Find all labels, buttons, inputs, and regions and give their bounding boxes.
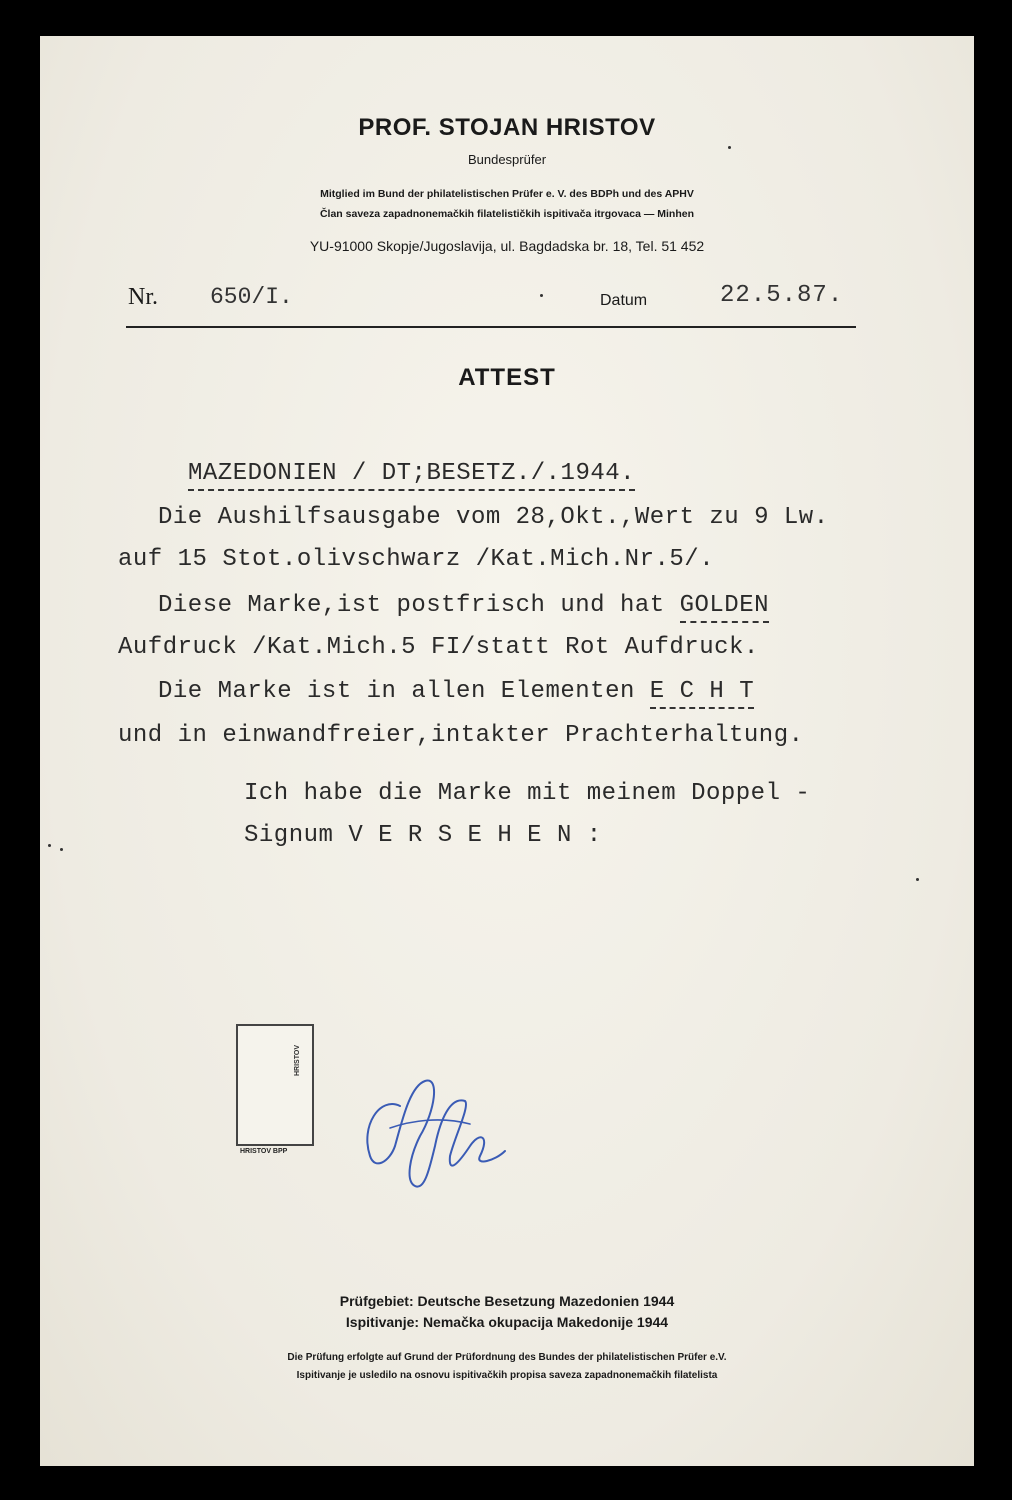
footer-scope-german: Prüfgebiet: Deutsche Besetzung Mazedonien 1944 [339, 1293, 675, 1309]
issue-heading-text: MAZEDONIEN / DT;BESETZ./.1944. [188, 460, 635, 491]
paper-speck [48, 844, 51, 847]
body-line-9: Signum V E R S E H E N : [244, 822, 602, 849]
seal-label: HRISTOV BPP [240, 1148, 288, 1155]
document-title: ATTEST [458, 364, 556, 391]
body-line-4-text: Diese Marke,ist postfrisch und hat [158, 592, 680, 619]
paper-speck [60, 848, 63, 851]
body-line-7: und in einwandfreier,intakter Prachterhaltung. [118, 722, 804, 749]
footer-rules-yugoslav: Ispitivanje je usledilo na osnovu ispitivačkih propisa saveza zapadnonemačkih filatelista [296, 1370, 718, 1381]
membership-german: Mitglied im Bund der philatelistischen Prüfer e. V. des BDPh und des APHV [320, 188, 694, 200]
date-value: 22.5.87. [720, 282, 844, 309]
number-value: 650/I. [210, 284, 293, 310]
paper-speck [728, 146, 731, 149]
membership-yugoslav: Član saveza zapadnonemačkih filatelističkih ispitivača itrgovaca — Minhen [319, 208, 695, 220]
footer-rules-german: Die Prüfung erfolgte auf Grund der Prüfordnung des Bundes der philatelistischen Prüfer e.V. [287, 1352, 727, 1363]
examiner-title: Bundesprüfer [467, 152, 547, 167]
date-label: Datum [600, 292, 648, 309]
paper-speck [916, 878, 919, 881]
body-line-3: auf 15 Stot.olivschwarz /Kat.Mich.Nr.5/. [118, 546, 715, 573]
body-line-6-text: Die Marke ist in allen Elementen [158, 678, 650, 705]
seal-side-text: HRISTOV [294, 1045, 301, 1076]
body-line-8: Ich habe die Marke mit meinem Doppel - [244, 780, 811, 807]
examiner-address: YU-91000 Skopje/Jugoslavija, ul. Bagdadska br. 18, Tel. 51 452 [309, 238, 705, 254]
handwritten-signature [330, 1066, 560, 1196]
number-label: Nr. [128, 284, 158, 310]
body-line-2: Die Aushilfsausgabe vom 28,Okt.,Wert zu 9 Lw. [158, 504, 829, 531]
examiner-name: PROF. STOJAN HRISTOV [358, 114, 656, 141]
certificate-paper [40, 36, 974, 1466]
examiner-seal-box [236, 1024, 314, 1146]
footer-scope-yugoslav: Ispitivanje: Nemačka okupacija Makedonije 1944 [345, 1314, 669, 1330]
body-line-5: Aufdruck /Kat.Mich.5 FI/statt Rot Aufdruck. [118, 634, 759, 661]
echt-word: E C H T [650, 678, 754, 709]
body-line-4 [158, 592, 769, 619]
body-line-6 [158, 678, 754, 705]
issue-heading [188, 460, 635, 487]
header-divider [126, 326, 856, 328]
paper-speck [540, 294, 543, 297]
golden-word: GOLDEN [680, 592, 769, 623]
